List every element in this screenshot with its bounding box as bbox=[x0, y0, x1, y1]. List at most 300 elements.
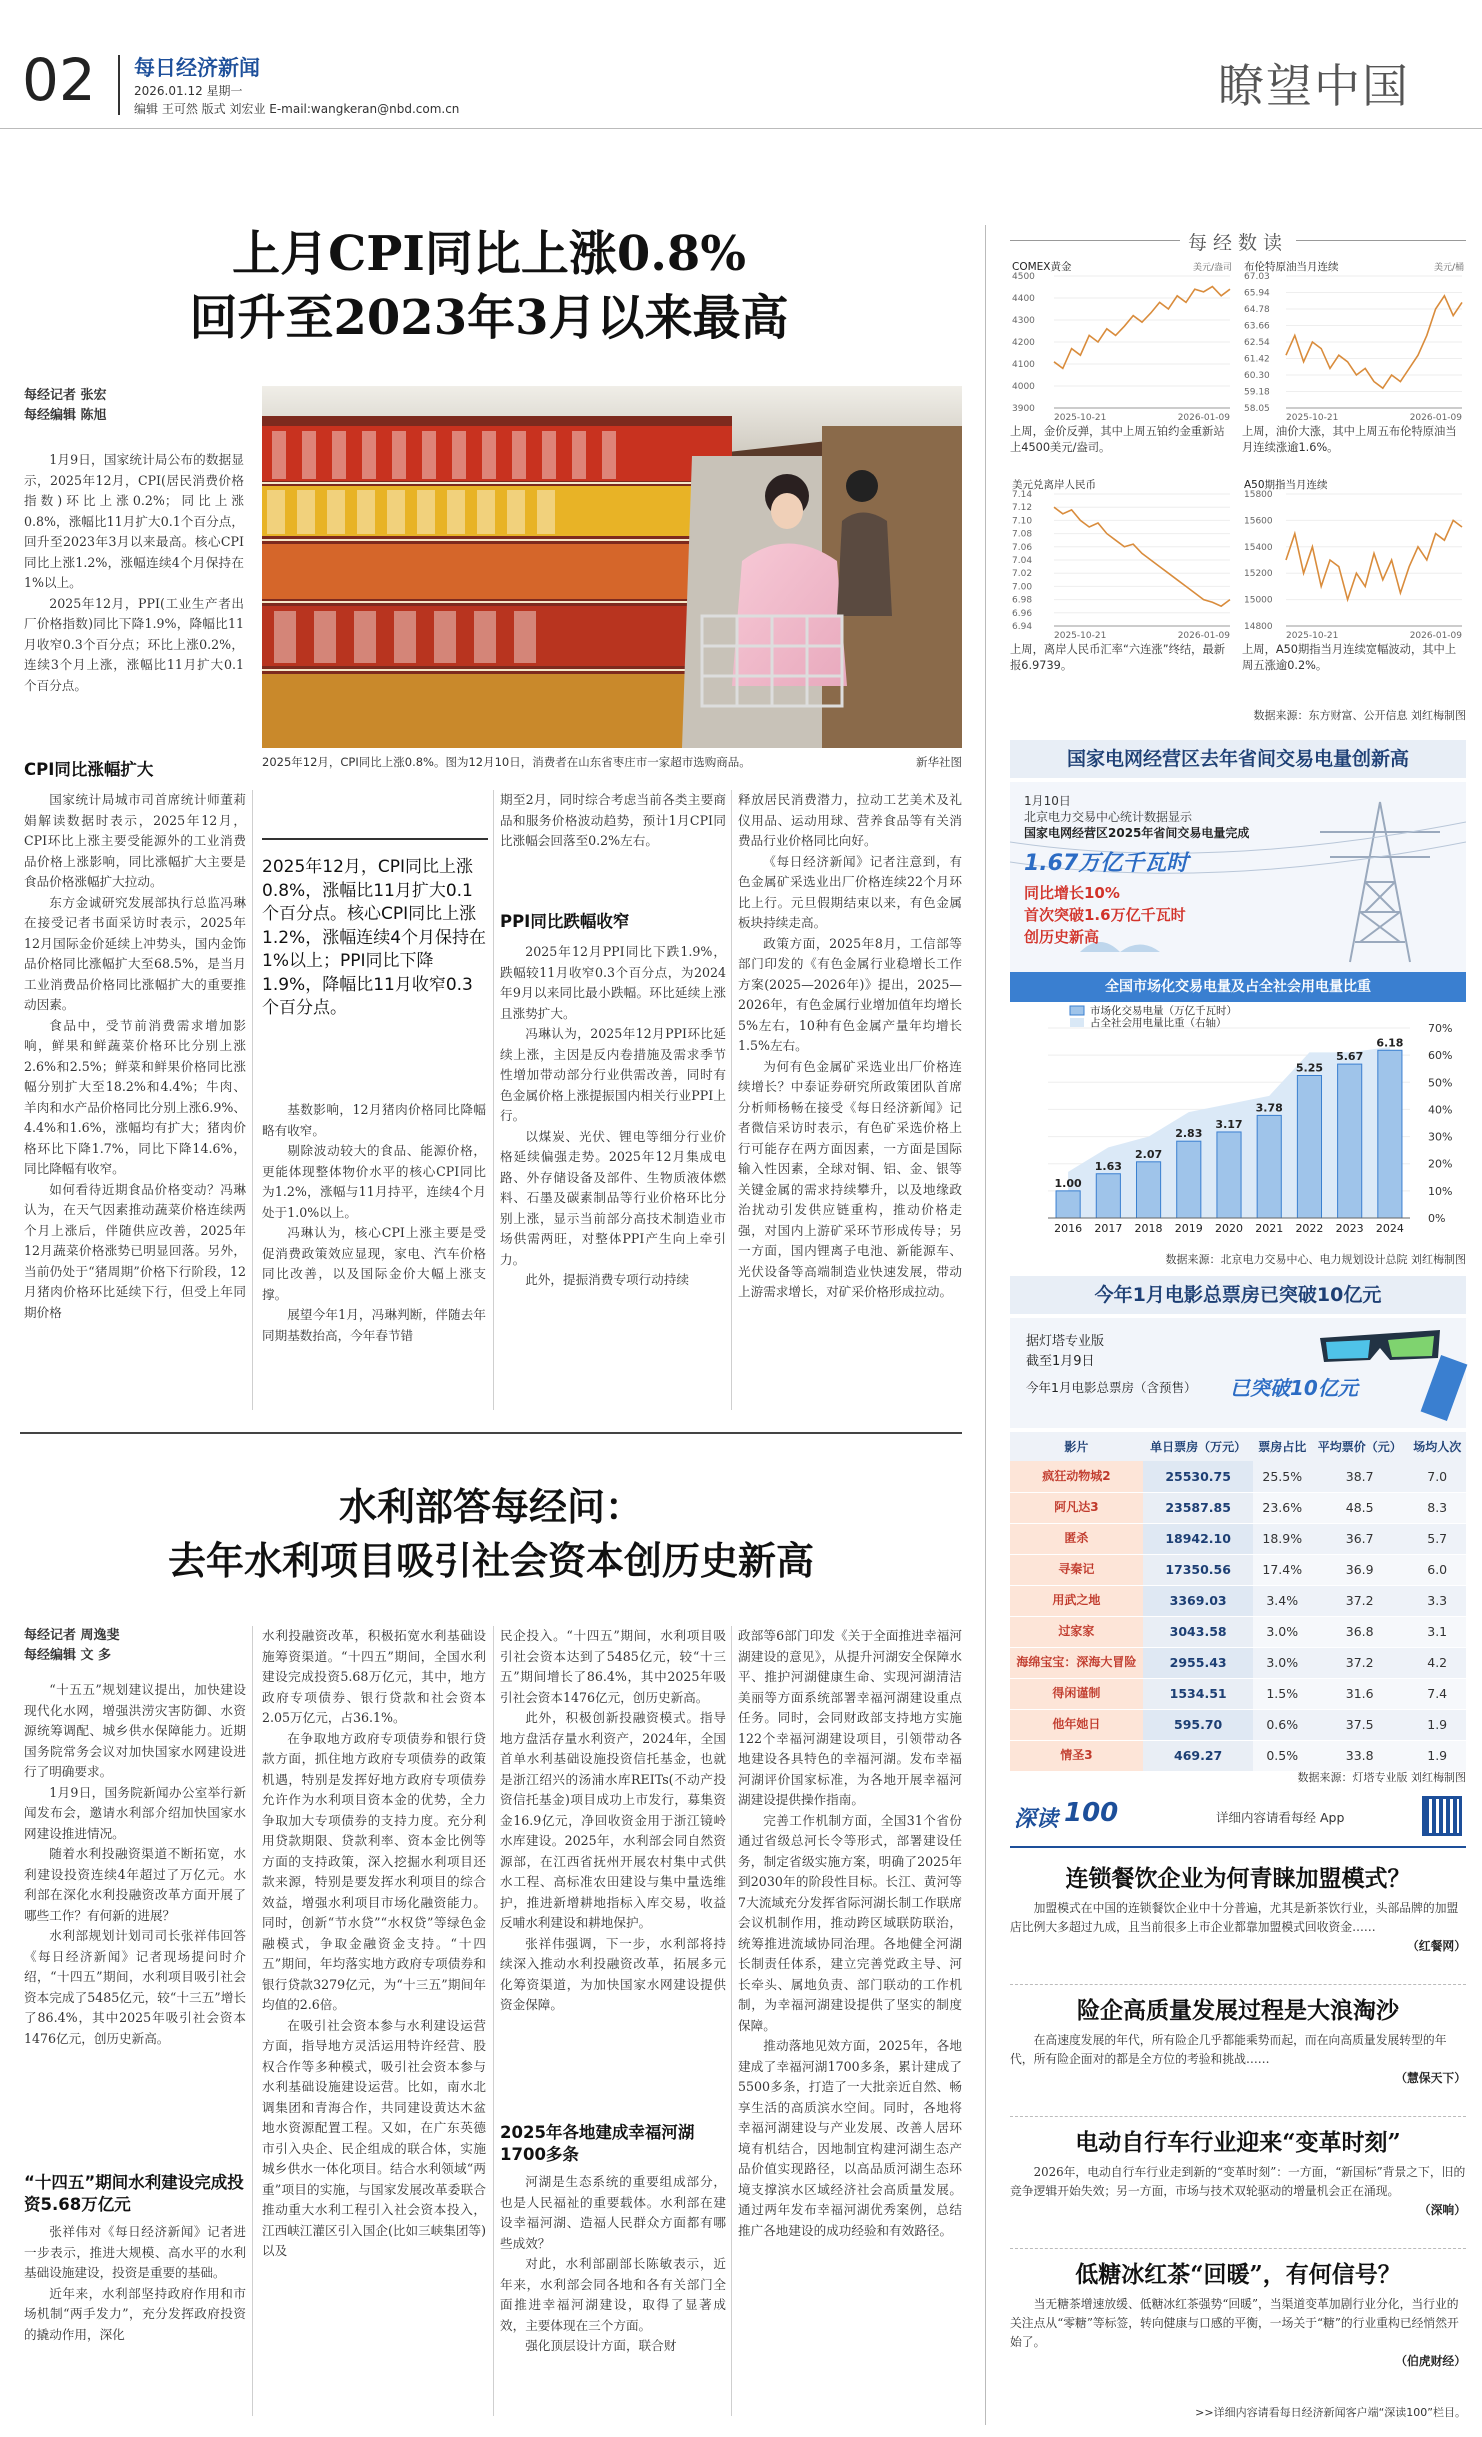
column-rule bbox=[493, 790, 494, 1410]
mini-chart-caption-box bbox=[1010, 424, 1234, 464]
movie-date: 截至1月9日 bbox=[1026, 1354, 1095, 1369]
deep-read-title[interactable]: 电动自行车行业迎来“变革时刻” bbox=[1075, 2129, 1401, 2156]
mini-chart-caption: 上周，金价反弹，其中上周五铂约金重新站上4500美元/盎司。 bbox=[1010, 425, 1225, 454]
y-tick-label: 7.10 bbox=[1012, 516, 1033, 527]
bar bbox=[1136, 1162, 1160, 1218]
price-line bbox=[1286, 520, 1462, 599]
article1-col3-top bbox=[500, 790, 726, 852]
pull-quote-rule bbox=[262, 838, 488, 840]
paragraph: 1月9日，国务院新闻办公室举行新闻发布会，邀请水利部介绍加快国家水网建设推进情况。 bbox=[24, 1784, 246, 1841]
bar bbox=[1096, 1174, 1120, 1218]
movie-label: 今年1月电影总票房（含预售） bbox=[1026, 1380, 1197, 1395]
table-cell: 用武之地 bbox=[1010, 1585, 1143, 1616]
table-row bbox=[1010, 1554, 1466, 1585]
paragraph: 强化顶层设计方面，联合财 bbox=[525, 2338, 677, 2353]
table-cell: 595.70 bbox=[1143, 1709, 1254, 1740]
item-divider bbox=[1010, 2116, 1466, 2117]
deep-read-item[interactable] bbox=[1010, 1860, 1466, 1956]
paragraph: 东方金诚研究发展部执行总监冯琳在接受记者书面采访时表示，2025年12月国际金价延续上冲势头，国内金饰品价格同比涨幅扩大至68.5%，是当月工业消费品价格同比涨幅扩大的重要推动因素。 bbox=[24, 894, 246, 1012]
table-cell: 4.2 bbox=[1408, 1647, 1466, 1678]
mini-chart-caption: 上周，离岸人民币汇率“六连涨”终结，最新报6.9739。 bbox=[1010, 643, 1226, 672]
movie-panel-title: 今年1月电影总票房已突破10亿元 bbox=[1010, 1276, 1466, 1314]
box-office-grid bbox=[1010, 1432, 1466, 1772]
paragraph: 为何有色金属矿采选业出厂价格连续增长？中泰证券研究所政策团队首席分析师杨畅在接受《每日经济新闻》记者微信采访时表示，有色矿采选价格上行可能存在两方面因素，一方面是国际输入性因素，全球对铜、铝、金、银等关键金属的需求持续攀升，以及地缘政治扰动引发供应链重构，推动价格走强，对国内上游矿采环节形成传导；另一方面，国内锂离子电池、新能源车、光伏设备等高端制造业快速发展，带动上游需求增长，对矿采价格形成拉动。 bbox=[738, 1058, 962, 1299]
right-axis-tick: 0% bbox=[1428, 1212, 1446, 1225]
bar bbox=[1177, 1141, 1201, 1218]
deep-read-source: （伯虎财经） bbox=[1395, 2354, 1466, 2368]
power-panel-title: 国家电网经营区去年省间交易电量创新高 bbox=[1010, 740, 1466, 778]
bar-value-label: 2.83 bbox=[1175, 1127, 1203, 1141]
table-cell: 23587.85 bbox=[1143, 1492, 1254, 1523]
table-row bbox=[1010, 1616, 1466, 1647]
table-cell: 37.2 bbox=[1311, 1585, 1408, 1616]
y-tick-label: 6.98 bbox=[1012, 595, 1033, 606]
article1-col4 bbox=[738, 790, 962, 1303]
y-tick-label: 4000 bbox=[1012, 382, 1035, 392]
table-cell: 36.8 bbox=[1311, 1616, 1408, 1647]
y-tick-label: 15200 bbox=[1244, 569, 1273, 580]
lead-paragraph: 1月9日，国家统计局公布的数据显示，2025年12月，CPI(居民消费价格指数)环比上涨0.2%；同比上涨0.8%，涨幅比11月扩大0.1个百分点，回升至2023年3月以来最高。核心CPI同比上涨1.2%，涨幅连续4个月保持在1%以上。 bbox=[24, 452, 244, 590]
y-tick-label: 3900 bbox=[1012, 404, 1035, 414]
article1-byline bbox=[24, 386, 244, 426]
paragraph: “十五五”规划建议提出，加快建设现代化水网，增强洪涝灾害防御、水资源统筹调配、城乡供水保障能力。近期国务院常务会议对加快国家水网建设进行了明确要求。 bbox=[24, 1682, 246, 1779]
table-cell: 得闲谨制 bbox=[1010, 1678, 1143, 1709]
sidebar-divider bbox=[985, 225, 986, 2425]
deep-read-rule bbox=[1010, 1846, 1466, 1848]
table-header-cell: 票房占比 bbox=[1253, 1432, 1311, 1461]
y-tick-label: 4500 bbox=[1012, 272, 1035, 282]
table-header-cell: 场均人次 bbox=[1408, 1432, 1466, 1461]
deep-read-title[interactable]: 连锁餐饮企业为何青睐加盟模式？ bbox=[1065, 1865, 1411, 1892]
article2-col3b bbox=[500, 2172, 726, 2357]
photo-illustration bbox=[262, 386, 962, 748]
paragraph: 张祥伟强调，下一步，水利部将持续深入推动水利投融资改革，拓展多元化筹资渠道，为加快国家水网建设提供资金保障。 bbox=[500, 1935, 726, 2012]
paragraph: 近年来，水利部坚持政府作用和市场机制“两手发力”，充分发挥政府投资的撬动作用，深化 bbox=[24, 2285, 246, 2342]
table-row bbox=[1010, 1492, 1466, 1523]
bar-value-label: 1.63 bbox=[1094, 1159, 1122, 1173]
y-tick-label: 7.14 bbox=[1012, 490, 1033, 500]
x-tick-label: 2024 bbox=[1375, 1222, 1404, 1235]
table-header-row bbox=[1010, 1432, 1466, 1461]
mini-chart-caption-box bbox=[1010, 642, 1234, 682]
deep-read-summary: 2026年，电动自行车行业走到新的“变革时刻”：一方面，“新国标”背景之下，旧的竞争逻辑开始失效；另一方面，市场与技术双轮驱动的增量机会正在涌现。 bbox=[1010, 2165, 1466, 2198]
paragraph: 如何看待近期食品价格变动？冯琳认为，在天气因素推动蔬菜价格连续两个月上涨后，伴随供应改善，2025年12月蔬菜价格涨势已明显回落。另外，当前仍处于“猪周期”价格下行阶段，12月猪肉价格环比延续下行，但受上年同期价格 bbox=[24, 1181, 246, 1320]
deep-read-item[interactable] bbox=[1010, 2256, 1466, 2371]
y-tick-label: 7.08 bbox=[1012, 529, 1033, 540]
movie-banner bbox=[1010, 1318, 1466, 1428]
table-header-cell: 影片 bbox=[1010, 1432, 1143, 1461]
table-cell: 1.9 bbox=[1408, 1709, 1466, 1740]
table-cell: 37.2 bbox=[1311, 1647, 1408, 1678]
deep-read-source: （慧保天下） bbox=[1395, 2071, 1466, 2085]
movie-source: 据灯塔专业版 bbox=[1026, 1334, 1105, 1349]
x-tick-label: 2019 bbox=[1174, 1222, 1203, 1235]
table-cell: 17.4% bbox=[1253, 1554, 1311, 1585]
table-cell: 0.6% bbox=[1253, 1709, 1311, 1740]
paragraph: 河湖是生态系统的重要组成部分，也是人民福祉的重要载体。水利部在建设幸福河湖、造福人民群众方面都有哪些成效？ bbox=[500, 2174, 726, 2251]
paragraph: 水利部规划计划司司长张祥伟回答《每日经济新闻》记者现场提问时介绍，“十四五”期间，水利项目吸引社会资本完成了5485亿元，较“十三五”增长了86.4%，其中2025年吸引社会资本1476亿元，创历史新高。 bbox=[24, 1928, 246, 2046]
bar-value-label: 1.00 bbox=[1054, 1176, 1082, 1190]
legend-swatch-area bbox=[1070, 1018, 1084, 1027]
table-source: 数据来源：灯塔专业版 刘红梅制图 bbox=[1297, 1771, 1466, 1784]
y-tick-label: 7.12 bbox=[1012, 503, 1033, 514]
paragraph: 国家统计局城市司首席统计师董莉娟解读数据时表示，2025年12月，CPI环比上涨主要受能源外的工业消费品价格上涨影响，同比涨幅扩大主要是食品价格涨幅扩大拉动。 bbox=[24, 792, 246, 889]
paragraph: 展望今年1月，冯琳判断，伴随去年同期基数抬高，今年春节错 bbox=[262, 1307, 486, 1343]
column-rule bbox=[252, 790, 253, 1410]
article1-col1 bbox=[24, 790, 246, 1323]
y-tick-label: 15000 bbox=[1244, 595, 1273, 606]
market-charts-svg bbox=[1010, 258, 1466, 698]
x-tick-label: 2026-01-09 bbox=[1177, 413, 1230, 423]
photo-caption: 2025年12月，CPI同比上涨0.8%。图为12月10日，消费者在山东省枣庄市一家超市选购商品。 bbox=[262, 755, 751, 769]
x-tick-label: 2025-10-21 bbox=[1054, 413, 1107, 423]
paragraph: 对此，水利部副部长陈敏表示，近年来，水利部会同各地和各有关部门全面推进幸福河湖建设，取得了显著成效，主要体现在三个方面。 bbox=[500, 2256, 726, 2333]
table-cell: 1.5% bbox=[1253, 1678, 1311, 1709]
deep-read-summary: 加盟模式在中国的连锁餐饮企业中十分普遍，尤其是新茶饮行业，头部品牌的加盟店比例大多超过九成，且当前很多上市企业都靠加盟模式回收资金…… bbox=[1010, 1901, 1459, 1934]
table-cell: 36.9 bbox=[1311, 1554, 1408, 1585]
y-tick-label: 60.30 bbox=[1244, 371, 1270, 381]
paragraph: 政部等6部门印发《关于全面推进幸福河湖建设的意见》，从提升河湖安全保障水平、推护河湖健康生命、实现河湖清洁美丽等方面系统部署幸福河湖建设重点任务。同时，会同财政部支持地方实施122个幸福河湖建设项目，引领带动各地建设各具特色的幸福河湖。发布幸福河湖评价国家标准，为各地开展幸福河湖建设提供操作指南。 bbox=[738, 1628, 962, 1807]
paper-name: 每日经济新闻 bbox=[134, 56, 260, 80]
table-cell: 1534.51 bbox=[1143, 1678, 1254, 1709]
x-tick-label: 2026-01-09 bbox=[1177, 631, 1230, 641]
power-source-line: 北京电力交易中心统计数据显示 bbox=[1024, 810, 1193, 824]
table-cell: 疯狂动物城2 bbox=[1010, 1461, 1143, 1492]
x-tick-label: 2020 bbox=[1215, 1222, 1243, 1235]
paragraph: 食品中，受节前消费需求增加影响，鲜果和鲜蔬菜价格环比分别上涨2.6%和2.5%；鲜菜和鲜果价格同比涨幅分别扩大至18.2%和4.4%；牛肉、羊肉和水产品价格同比分别上涨6.9%、4.4%和1.6%，涨幅均有扩大；猪肉价格环比下降1.7%，同比下降14.6%，同比降幅有收窄。 bbox=[24, 1017, 246, 1176]
table-cell: 匿杀 bbox=[1010, 1523, 1143, 1554]
y-tick-label: 15600 bbox=[1244, 516, 1273, 527]
editor-line: 编辑 王可然 版式 刘宏业 E-mail:wangkeran@nbd.com.cn bbox=[134, 102, 460, 116]
table-cell: 2955.43 bbox=[1143, 1647, 1254, 1678]
table-cell: 寻秦记 bbox=[1010, 1554, 1143, 1585]
table-cell: 38.7 bbox=[1311, 1461, 1408, 1492]
legend-label: 市场化交易电量（万亿千瓦时） bbox=[1090, 1005, 1237, 1017]
table-cell: 469.27 bbox=[1143, 1740, 1254, 1771]
article2-title bbox=[20, 1480, 962, 1588]
paragraph: 在争取地方政府专项债券和银行贷款方面，抓住地方政府专项债券的政策机遇，特别是发挥好地方政府专项债券允许作为水利项目资本金的优势，全力争取加大专项债券的支持力度。充分利用贷款期限、贷款利率、资本金比例等方面的支持政策，深入挖掘水利项目还款来源，特别是要发挥水利项目的综合效益，增强水利项目市场化融资能力。同时，创新“节水贷”“水权贷”等绿色金融模式，争取金融资金支持。“十四五”期间，年均落实地方政府专项债券和银行贷款3279亿元，为“十三五”期间年均值的2.6倍。 bbox=[262, 1730, 486, 2012]
article2-col1 bbox=[24, 1680, 246, 2049]
column-rule bbox=[252, 1626, 253, 2416]
mini-chart-unit: 美元/桶 bbox=[1433, 263, 1464, 273]
table-cell: 25530.75 bbox=[1143, 1461, 1254, 1492]
article1-col2 bbox=[262, 1100, 486, 1346]
y-tick-label: 58.05 bbox=[1244, 404, 1270, 414]
table-row bbox=[1010, 1740, 1466, 1771]
right-axis-tick: 60% bbox=[1428, 1049, 1453, 1063]
reporter: 每经记者 周逸斐 bbox=[24, 1628, 120, 1643]
y-tick-label: 4100 bbox=[1012, 360, 1035, 370]
table-cell: 3.0% bbox=[1253, 1616, 1311, 1647]
mini-chart-caption-box bbox=[1242, 642, 1466, 682]
y-tick-label: 64.78 bbox=[1244, 305, 1270, 315]
y-tick-label: 62.54 bbox=[1244, 338, 1270, 348]
qr-code-icon bbox=[1422, 1796, 1462, 1836]
market-chart-header bbox=[1010, 972, 1466, 1002]
article2-col1b bbox=[24, 2222, 246, 2345]
article1-lead bbox=[24, 450, 244, 696]
paragraph: 2025年12月PPI同比下跌1.9%，跌幅较11月收窄0.3个百分点，为2024年9月以来同比最小跌幅。环比延续上涨且涨势扩大。 bbox=[500, 944, 726, 1021]
bar-value-label: 5.67 bbox=[1336, 1050, 1364, 1064]
y-tick-label: 4400 bbox=[1012, 294, 1035, 304]
table-cell: 6.0 bbox=[1408, 1554, 1466, 1585]
table-cell: 他年她日 bbox=[1010, 1709, 1143, 1740]
table-row bbox=[1010, 1523, 1466, 1554]
right-axis-tick: 70% bbox=[1428, 1022, 1453, 1035]
item-divider bbox=[1010, 1984, 1466, 1985]
x-tick-label: 2026-01-09 bbox=[1409, 413, 1462, 423]
article2-title-line2: 去年水利项目吸引社会资本创历史新高 bbox=[167, 1538, 814, 1583]
x-tick-label: 2025-10-21 bbox=[1286, 413, 1339, 423]
paragraph: 在吸引社会资本参与水利建设运营方面，指导地方灵活运用特许经营、股权合作等多种模式，吸引社会资本参与水利基础设施建设运营。比如，南水北调集团和青海合作，共同建设黄达木盆地水资源配置工程。又如，在广东英德市引入央企、民企组成的联合体，实施城乡供水一体化项目。结合水利领域“两重”项目的实施，与国家发展改革委联合推动重大水利工程引入社会资本投入，江西峡江灌区引入国企(比如三峡集团等)以及 bbox=[262, 2017, 486, 2258]
table-cell: 18942.10 bbox=[1143, 1523, 1254, 1554]
subhead-cpi: CPI同比涨幅扩大 bbox=[24, 760, 154, 779]
x-tick-label: 2018 bbox=[1134, 1222, 1163, 1235]
deep-read-title[interactable]: 低糖冰红茶“回暖”，有何信号？ bbox=[1075, 2261, 1401, 2288]
y-tick-label: 4200 bbox=[1012, 338, 1035, 348]
table-cell: 31.6 bbox=[1311, 1678, 1408, 1709]
table-cell: 48.5 bbox=[1311, 1492, 1408, 1523]
paragraph: 政策方面，2025年8月，工信部等部门印发的《有色金属行业稳增长工作方案(2025—2026年)》提出，2025—2026年，有色金属行业增加值年均增长5%左右，10种有色金属产量年均增长1.5%左右。 bbox=[738, 935, 962, 1053]
article1-title-line1: 上月CPI同比上涨0.8% bbox=[232, 226, 746, 282]
x-tick-label: 2026-01-09 bbox=[1409, 631, 1462, 641]
deep-read-footer: >>详细内容请看每日经济新闻客户端“深读100”栏目。 bbox=[1195, 2406, 1466, 2419]
table-cell: 阿凡达3 bbox=[1010, 1492, 1143, 1523]
photo-credit: 新华社图 bbox=[916, 755, 962, 769]
bar-value-label: 6.18 bbox=[1376, 1036, 1404, 1050]
table-cell: 5.7 bbox=[1408, 1523, 1466, 1554]
power-completion-line: 国家电网经营区2025年省间交易电量完成 bbox=[1024, 826, 1250, 840]
bar-value-label: 3.17 bbox=[1215, 1117, 1243, 1131]
y-tick-label: 7.06 bbox=[1012, 542, 1033, 553]
section-title: 瞭望中国 bbox=[1218, 59, 1410, 113]
y-tick-label: 14800 bbox=[1244, 622, 1273, 632]
table-cell: 17350.56 bbox=[1143, 1554, 1254, 1585]
bar-value-label: 2.07 bbox=[1134, 1147, 1163, 1161]
power-big-number: 1.67万亿千瓦时 bbox=[1024, 851, 1189, 876]
deep-read-app-note: 详细内容请看每经 App bbox=[1216, 1810, 1345, 1825]
deep-read-brand: 深读 bbox=[1014, 1807, 1059, 1832]
y-tick-label: 6.94 bbox=[1012, 622, 1033, 632]
table-cell: 情圣3 bbox=[1010, 1740, 1143, 1771]
box-office-table bbox=[1010, 1432, 1466, 1772]
deep-read-source: （红餐网） bbox=[1407, 1939, 1466, 1953]
paragraph: 以煤炭、光伏、锂电等细分行业价格延续偏强走势。2025年12月集成电路、外存储设备及部件、生物质液体燃料、石墨及碳素制品等行业价格环比分别上涨，显示当前部分高技术制造业市场供需两旺，对整体PPI产生向上牵引力。 bbox=[500, 1128, 726, 1267]
table-cell: 33.8 bbox=[1311, 1740, 1408, 1771]
paragraph: 民企投入。“十四五”期间，水利项目吸引社会资本达到了5485亿元，较“十三五”期间增长了86.4%，其中2025年吸引社会资本1476亿元，创历史新高。 bbox=[500, 1628, 726, 1705]
paragraph: 此外，提振消费专项行动持续 bbox=[525, 1272, 689, 1287]
masthead bbox=[0, 0, 1482, 140]
paragraph: 期至2月，同时综合考虑当前各类主要商品和服务价格波动趋势，预计1月CPI同比涨幅会回落至0.2%左右。 bbox=[500, 792, 726, 848]
table-cell: 过家家 bbox=[1010, 1616, 1143, 1647]
power-infographic bbox=[1010, 782, 1466, 972]
article2-col4 bbox=[738, 1626, 962, 2241]
bar bbox=[1056, 1191, 1080, 1218]
paragraph: 冯琳认为，2025年12月PPI环比延续上涨，主因是反内卷措施及需求季节性增加带动部分行业供需改善，同时有色金属价格上涨提振国内相关行业PPI上行。 bbox=[500, 1026, 726, 1123]
article2-title-line1: 水利部答每经问： bbox=[338, 1484, 643, 1529]
table-row bbox=[1010, 1678, 1466, 1709]
x-tick-label: 2025-10-21 bbox=[1286, 631, 1339, 641]
pull-quote: 2025年12月，CPI同比上涨0.8%，涨幅比11月扩大0.1个百分点。核心CPI同比上涨1.2%，涨幅连续4个月保持在1%以上；PPI同比下降1.9%，降幅比11月收窄0.3个百分点。 bbox=[262, 857, 487, 1018]
article2-col3 bbox=[500, 1626, 726, 2016]
charts-source: 数据来源：东方财富、公开信息 刘红梅制图 bbox=[1253, 709, 1466, 722]
paragraph: 剔除波动较大的食品、能源价格，更能体现整体物价水平的核心CPI同比为1.2%，涨幅与11月持平，连续4个月处于1.0%以上。 bbox=[262, 1143, 486, 1220]
table-cell: 3369.03 bbox=[1143, 1585, 1254, 1616]
deep-read-header bbox=[1010, 1796, 1466, 1842]
mini-chart-caption: 上周，A50期指当月连续宽幅波动，其中上周五涨逾0.2%。 bbox=[1242, 643, 1457, 672]
deep-read-brand-num: 100 bbox=[1064, 1798, 1119, 1828]
page-number: 02 bbox=[22, 46, 96, 114]
reporter: 每经记者 张宏 bbox=[24, 388, 107, 403]
table-header-cell: 单日票房（万元） bbox=[1143, 1432, 1254, 1461]
paragraph: 随着水利投融资渠道不断拓宽，水利建设投资连续4年超过了万亿元。水利部在深化水利投融资改革方面开展了哪些工作？有何新的进展？ bbox=[24, 1846, 246, 1923]
column-rule bbox=[731, 1626, 732, 2416]
power-first: 首次突破1.6万亿千瓦时 bbox=[1024, 906, 1186, 924]
bar bbox=[1338, 1064, 1362, 1218]
subhead-rivers: 2025年各地建成幸福河湖1700多条 bbox=[500, 2123, 695, 2164]
mini-chart-title: COMEX黄金 bbox=[1012, 261, 1072, 273]
table-cell: 3043.58 bbox=[1143, 1616, 1254, 1647]
paragraph: 推动落地见效方面，2025年，各地建成了幸福河湖1700多条，累计建成了5500多条，打造了一大批亲近自然、畅享生活的高质滨水空间。同时，各地将幸福河湖建设与产业发展、改善人居环境有机结合，因地制宜构建河湖生态产品价值实现路径，以高品质河湖生态环境支撑滨水区域经济社会高质量发展。通过两年发布幸福河湖优秀案例，总结推广各地建设的成功经验和有效路径。 bbox=[738, 2038, 962, 2238]
paragraph: 冯琳认为，核心CPI上涨主要是受促消费政策效应显现，家电、汽车价格同比改善，以及国际金价大幅上涨支撑。 bbox=[262, 1225, 486, 1302]
y-tick-label: 59.18 bbox=[1244, 387, 1270, 398]
article1-title-line2: 回升至2023年3月以来最高 bbox=[189, 290, 789, 346]
issue-date: 2026.01.12 星期一 bbox=[134, 84, 243, 98]
paragraph: 《每日经济新闻》记者注意到，有色金属矿采选业出厂价格连续22个月环比上行。元旦假期结束以来，有色金属板块持续走高。 bbox=[738, 853, 962, 930]
paragraph: 此外，积极创新投融资模式。指导地方盘活存量水利资产，2024年，全国首单水利基础设施投资信托基金，也就是浙江绍兴的汤浦水库REITs(不动产投资信托基金)项目成功上市发行，募集资金16.9亿元，净回收资金用于浙江镜岭水库建设。2025年，水利部会同自然资源部，在江西省抚州开展农村集中式供水工程、高标准农田建设与集中量选维护，推进新增耕地指标入库交易，收益反哺水利建设和耕地保护。 bbox=[500, 1710, 726, 1930]
right-axis-tick: 50% bbox=[1428, 1076, 1453, 1090]
deep-read-title[interactable]: 险企高质量发展过程是大浪淘沙 bbox=[1077, 1997, 1399, 2024]
y-tick-label: 67.03 bbox=[1244, 272, 1270, 282]
item-divider bbox=[1010, 2248, 1466, 2249]
table-cell: 3.1 bbox=[1408, 1616, 1466, 1647]
deep-read-summary: 当无糖茶增速放缓、低糖冰红茶强势“回暖”，当渠道变革加剧行业分化，当行业的关注点从“零糖”等标签，转向健康与口感的平衡，一场关于“糖”的行业重构已经悄然开始了。 bbox=[1010, 2297, 1459, 2349]
market-bar-chart bbox=[1010, 1004, 1466, 1248]
power-growth: 同比增长10% bbox=[1024, 884, 1120, 902]
column-rule bbox=[731, 790, 732, 1410]
table-cell: 36.7 bbox=[1311, 1523, 1408, 1554]
paragraph: 水利投融资改革，积极拓宽水利基础设施筹资渠道。“十四五”期间，全国水利建设完成投资5.68万亿元，其中，地方政府专项债券、银行贷款和社会资本2.05万亿元，占36.1%。 bbox=[262, 1628, 486, 1725]
bar-value-label: 5.25 bbox=[1295, 1061, 1324, 1075]
article2-byline bbox=[24, 1626, 244, 1666]
market-chart-source: 数据来源：北京电力交易中心、电力规划设计总院 刘红梅制图 bbox=[1165, 1253, 1466, 1266]
table-cell: 37.5 bbox=[1311, 1709, 1408, 1740]
article-separator bbox=[20, 1432, 962, 1434]
mini-chart-title: 布伦特原油当月连续 bbox=[1244, 261, 1339, 273]
mini-chart-title: A50期指当月连续 bbox=[1244, 479, 1328, 491]
movie-big: 已突破10亿元 bbox=[1230, 1376, 1358, 1400]
x-tick-label: 2017 bbox=[1094, 1222, 1123, 1235]
lead-paragraph: 2025年12月，PPI(工业生产者出厂价格指数)同比下降1.9%，降幅比11月收窄0.3个百分点；环比上涨0.2%，连续3个月上涨，涨幅比11月扩大0.1个百分点。 bbox=[24, 595, 244, 693]
right-axis-tick: 30% bbox=[1428, 1130, 1453, 1144]
x-tick-label: 2022 bbox=[1295, 1222, 1324, 1235]
table-cell: 23.6% bbox=[1253, 1492, 1311, 1523]
article1-title bbox=[20, 222, 958, 350]
table-cell: 3.4% bbox=[1253, 1585, 1311, 1616]
bar-value-label: 3.78 bbox=[1255, 1101, 1283, 1115]
y-tick-label: 7.04 bbox=[1012, 556, 1033, 566]
x-tick-label: 2016 bbox=[1054, 1222, 1083, 1235]
deep-read-item[interactable] bbox=[1010, 1992, 1466, 2088]
y-tick-label: 63.66 bbox=[1244, 321, 1270, 332]
table-header-cell: 平均票价（元） bbox=[1311, 1432, 1408, 1461]
data-read-rule bbox=[1010, 240, 1180, 241]
market-chart-title: 全国市场化交易电量及占全社会用电量比重 bbox=[1105, 979, 1371, 995]
paragraph: 张祥伟对《每日经济新闻》记者进一步表示，推进大规模、高水平的水利基础设施建设，投资是重要的基础。 bbox=[24, 2224, 246, 2280]
mini-chart-caption: 上周，油价大涨，其中上周五布伦特原油当月连续涨逾1.6%。 bbox=[1242, 425, 1457, 454]
paragraph: 完善工作机制方面，全国31个省份通过省级总河长令等形式，部署建设任务，制定省级实施方案，明确了2025年到2030年的阶段性目标。长江、黄河等7大流域充分发挥省际河湖长制工作联席会议机制作用，推动跨区域联防联治，统筹推进流域协同治理。各地健全河湖长制责任体系，建立完善党政主导、河长牵头、属地负责、部门联动的工作机制，为幸福河湖建设提供了坚实的制度保障。 bbox=[738, 1812, 962, 2033]
subhead-ppi: PPI同比跌幅收窄 bbox=[500, 912, 630, 931]
editor: 每经编辑 陈旭 bbox=[24, 408, 107, 423]
power-date: 1月10日 bbox=[1024, 794, 1071, 808]
price-line bbox=[1054, 507, 1230, 606]
y-tick-label: 7.02 bbox=[1012, 569, 1033, 580]
y-tick-label: 6.96 bbox=[1012, 608, 1033, 619]
bar bbox=[1297, 1076, 1321, 1219]
x-tick-label: 2021 bbox=[1255, 1222, 1284, 1235]
editor: 每经编辑 文 多 bbox=[24, 1648, 112, 1663]
data-read-header: 每经数读 bbox=[1187, 232, 1288, 254]
price-line bbox=[1054, 287, 1230, 369]
x-tick-label: 2025-10-21 bbox=[1054, 631, 1107, 641]
deep-read-item[interactable] bbox=[1010, 2124, 1466, 2220]
y-tick-label: 65.94 bbox=[1244, 288, 1270, 299]
y-tick-label: 61.42 bbox=[1244, 354, 1270, 365]
mini-chart-title: 美元兑离岸人民币 bbox=[1012, 479, 1096, 491]
table-cell: 25.5% bbox=[1253, 1461, 1311, 1492]
table-cell: 0.5% bbox=[1253, 1740, 1311, 1771]
y-tick-label: 15400 bbox=[1244, 542, 1273, 553]
3d-glasses-icon bbox=[1310, 1318, 1450, 1378]
bar bbox=[1217, 1132, 1241, 1218]
table-cell: 3.3 bbox=[1408, 1585, 1466, 1616]
table-cell: 3.0% bbox=[1253, 1647, 1311, 1678]
masthead-rule bbox=[0, 128, 1482, 129]
right-axis-tick: 20% bbox=[1428, 1157, 1453, 1171]
supermarket-photo bbox=[262, 386, 962, 748]
market-charts bbox=[1010, 258, 1466, 698]
table-row bbox=[1010, 1461, 1466, 1492]
paragraph: 释放居民消费潜力，拉动工艺美术及礼仪用品、运动用球、营养食品等有关消费品行业价格同比向好。 bbox=[738, 792, 962, 848]
table-cell: 海绵宝宝：深海大冒险 bbox=[1010, 1647, 1143, 1678]
column-rule bbox=[493, 1626, 494, 2416]
article2-col2 bbox=[262, 1626, 486, 2262]
table-cell: 7.0 bbox=[1408, 1461, 1466, 1492]
table-row bbox=[1010, 1647, 1466, 1678]
subhead-investment: “十四五”期间水利建设完成投资5.68万亿元 bbox=[24, 2173, 244, 2214]
legend-swatch-bar bbox=[1070, 1006, 1084, 1015]
data-read-rule bbox=[1296, 240, 1466, 241]
table-cell: 7.4 bbox=[1408, 1678, 1466, 1709]
legend-label: 占全社会用电量比重（右轴） bbox=[1090, 1017, 1227, 1029]
bar bbox=[1378, 1050, 1402, 1218]
paragraph: 基数影响，12月猪肉价格同比降幅略有收窄。 bbox=[262, 1102, 486, 1138]
table-row bbox=[1010, 1585, 1466, 1616]
right-axis-tick: 10% bbox=[1428, 1184, 1453, 1198]
power-record: 创历史新高 bbox=[1024, 928, 1100, 946]
y-tick-label: 4300 bbox=[1012, 316, 1035, 326]
table-cell: 18.9% bbox=[1253, 1523, 1311, 1554]
deep-read-summary: 在高速度发展的年代，所有险企几乎都能乘势而起，而在向高质量发展转型的年代，所有险企面对的都是全方位的考验和挑战…… bbox=[1010, 2033, 1447, 2066]
article1-col3 bbox=[500, 942, 726, 1291]
x-tick-label: 2023 bbox=[1335, 1222, 1364, 1235]
y-tick-label: 15800 bbox=[1244, 490, 1273, 500]
masthead-divider bbox=[118, 55, 120, 115]
right-axis-tick: 40% bbox=[1428, 1103, 1453, 1117]
table-cell: 1.9 bbox=[1408, 1740, 1466, 1771]
market-chart bbox=[1010, 1004, 1466, 1248]
mini-chart-unit: 美元/盎司 bbox=[1192, 263, 1232, 273]
